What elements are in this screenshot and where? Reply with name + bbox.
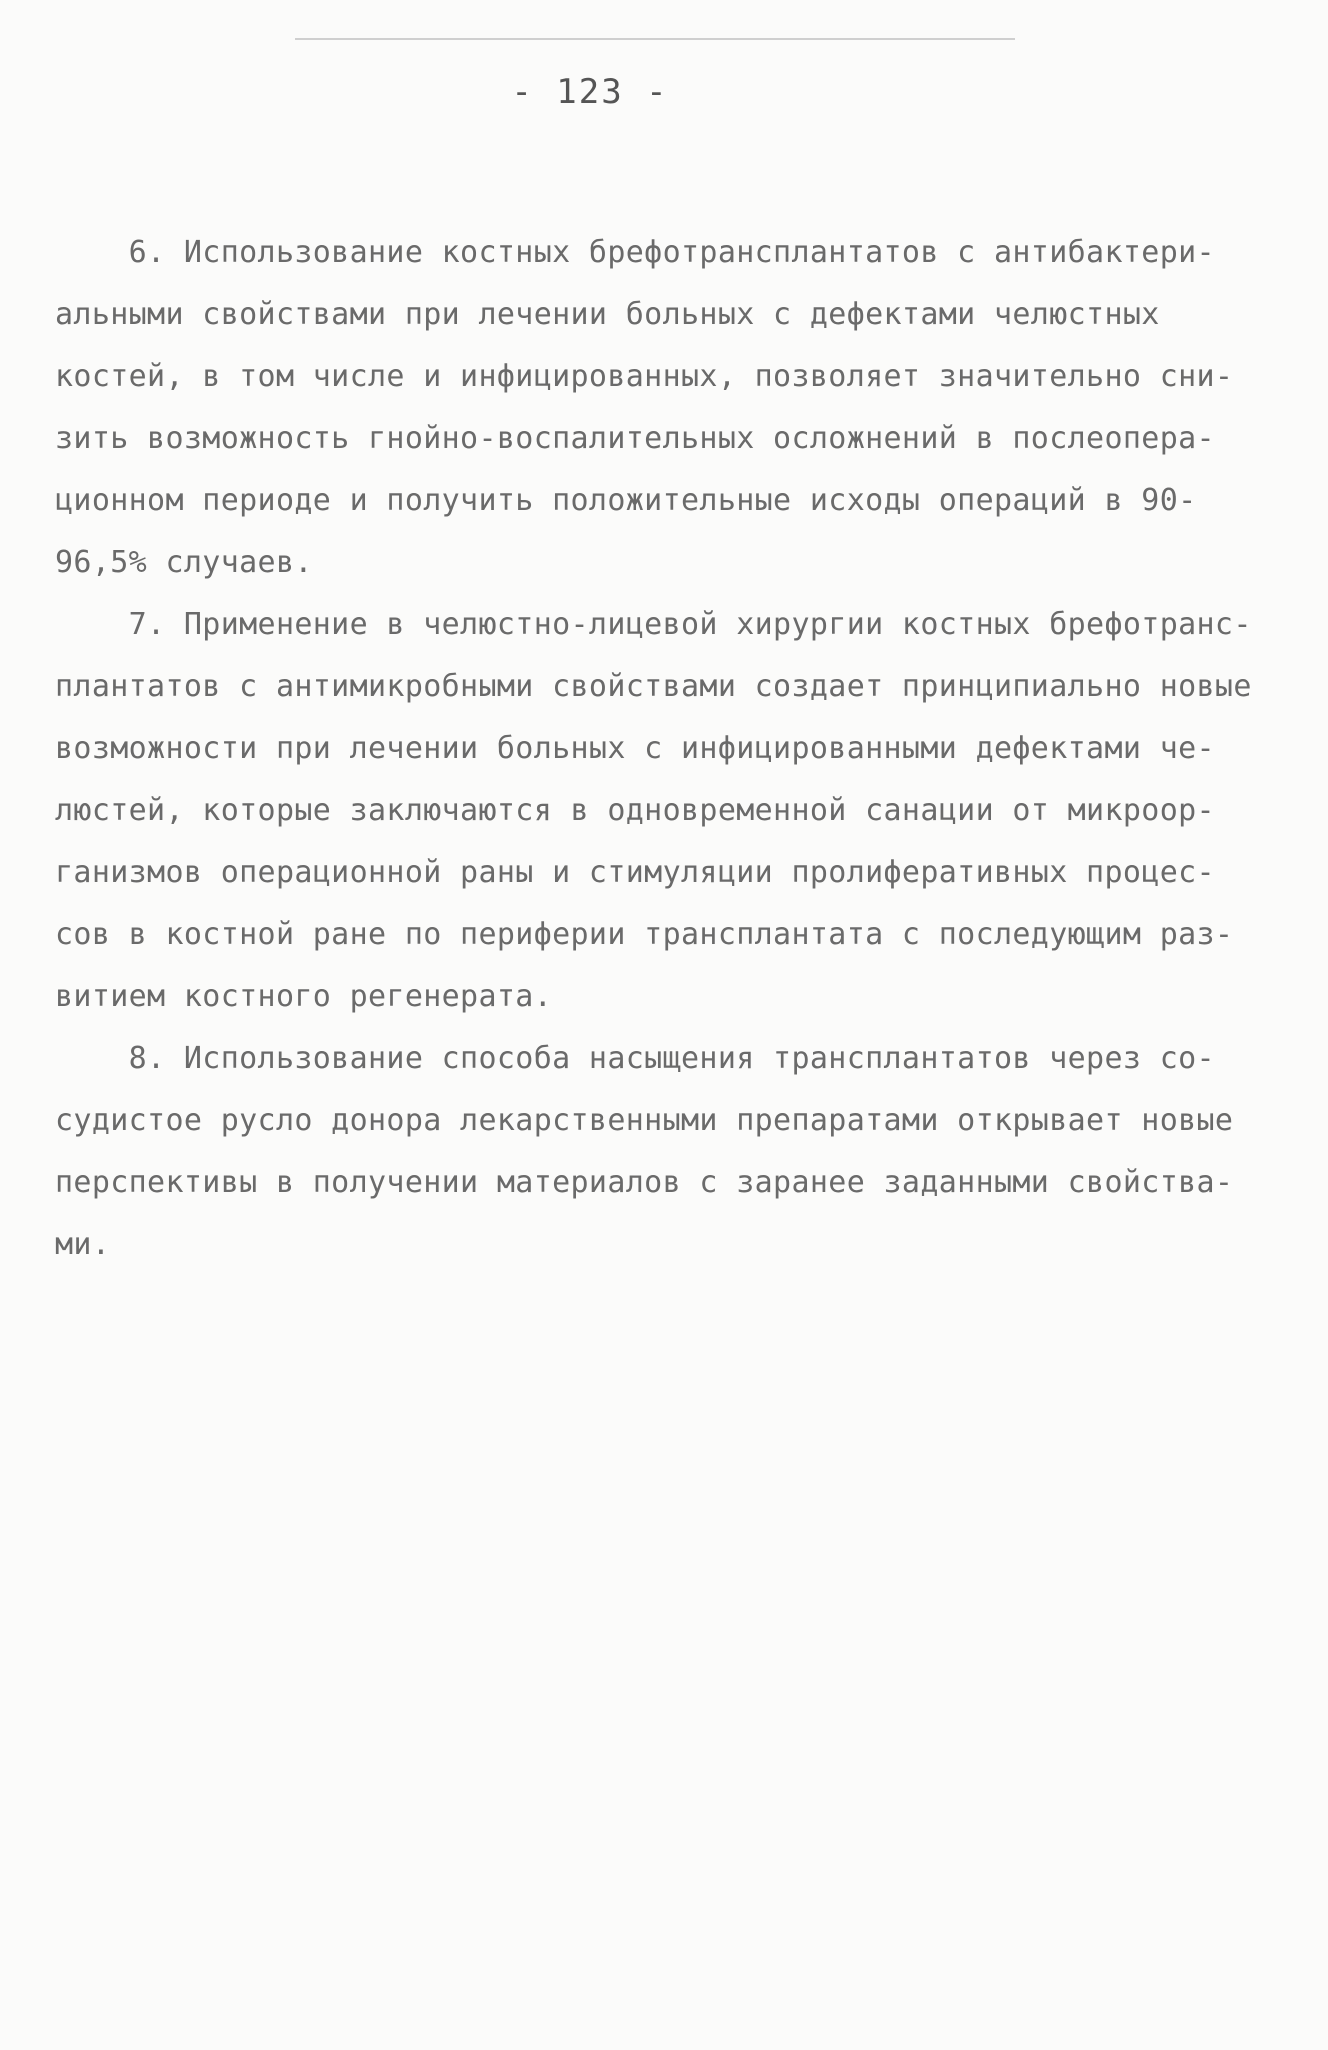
text-line: сов в костной ране по периферии трансплантата с последующим раз- [55,917,1234,952]
paragraph-6 [55,222,1280,594]
text-line: ганизмов операционной раны и стимуляции пролиферативных процес- [55,855,1215,890]
text-line: 96,5% случаев. [55,545,313,580]
text-line: ми. [55,1227,111,1262]
text-line: 6. Использование костных брефотрансплантатов с антибактери- [55,235,1215,270]
text-line: возможности при лечении больных с инфицированными дефектами че- [55,731,1215,766]
top-rule [295,38,1015,40]
text-line: костей, в том числе и инфицированных, позволяет значительно сни- [55,359,1234,394]
paragraph-8 [55,1028,1280,1276]
paragraph-7 [55,594,1280,1028]
text-line: альными свойствами при лечении больных с дефектами челюстных [55,297,1160,332]
text-line: плантатов с антимикробными свойствами создает принципиально новые [55,669,1252,704]
text-line: ционном периоде и получить положительные исходы операций в 90- [55,483,1197,518]
text-line: 8. Использование способа насыщения трансплантатов через со- [55,1041,1215,1076]
text-line: люстей, которые заключаются в одновременной санации от микроор- [55,793,1215,828]
text-line: зить возможность гнойно-воспалительных осложнений в послеопера- [55,421,1215,456]
page-number: - 123 - [511,72,669,112]
document-body [55,222,1280,1276]
text-line: судистое русло донора лекарственными препаратами открывает новые [55,1103,1234,1138]
text-line: витием костного регенерата. [55,979,553,1014]
text-line: 7. Применение в челюстно-лицевой хирургии костных брефотранс- [55,607,1252,642]
text-line: перспективы в получении материалов с заранее заданными свойства- [55,1165,1234,1200]
